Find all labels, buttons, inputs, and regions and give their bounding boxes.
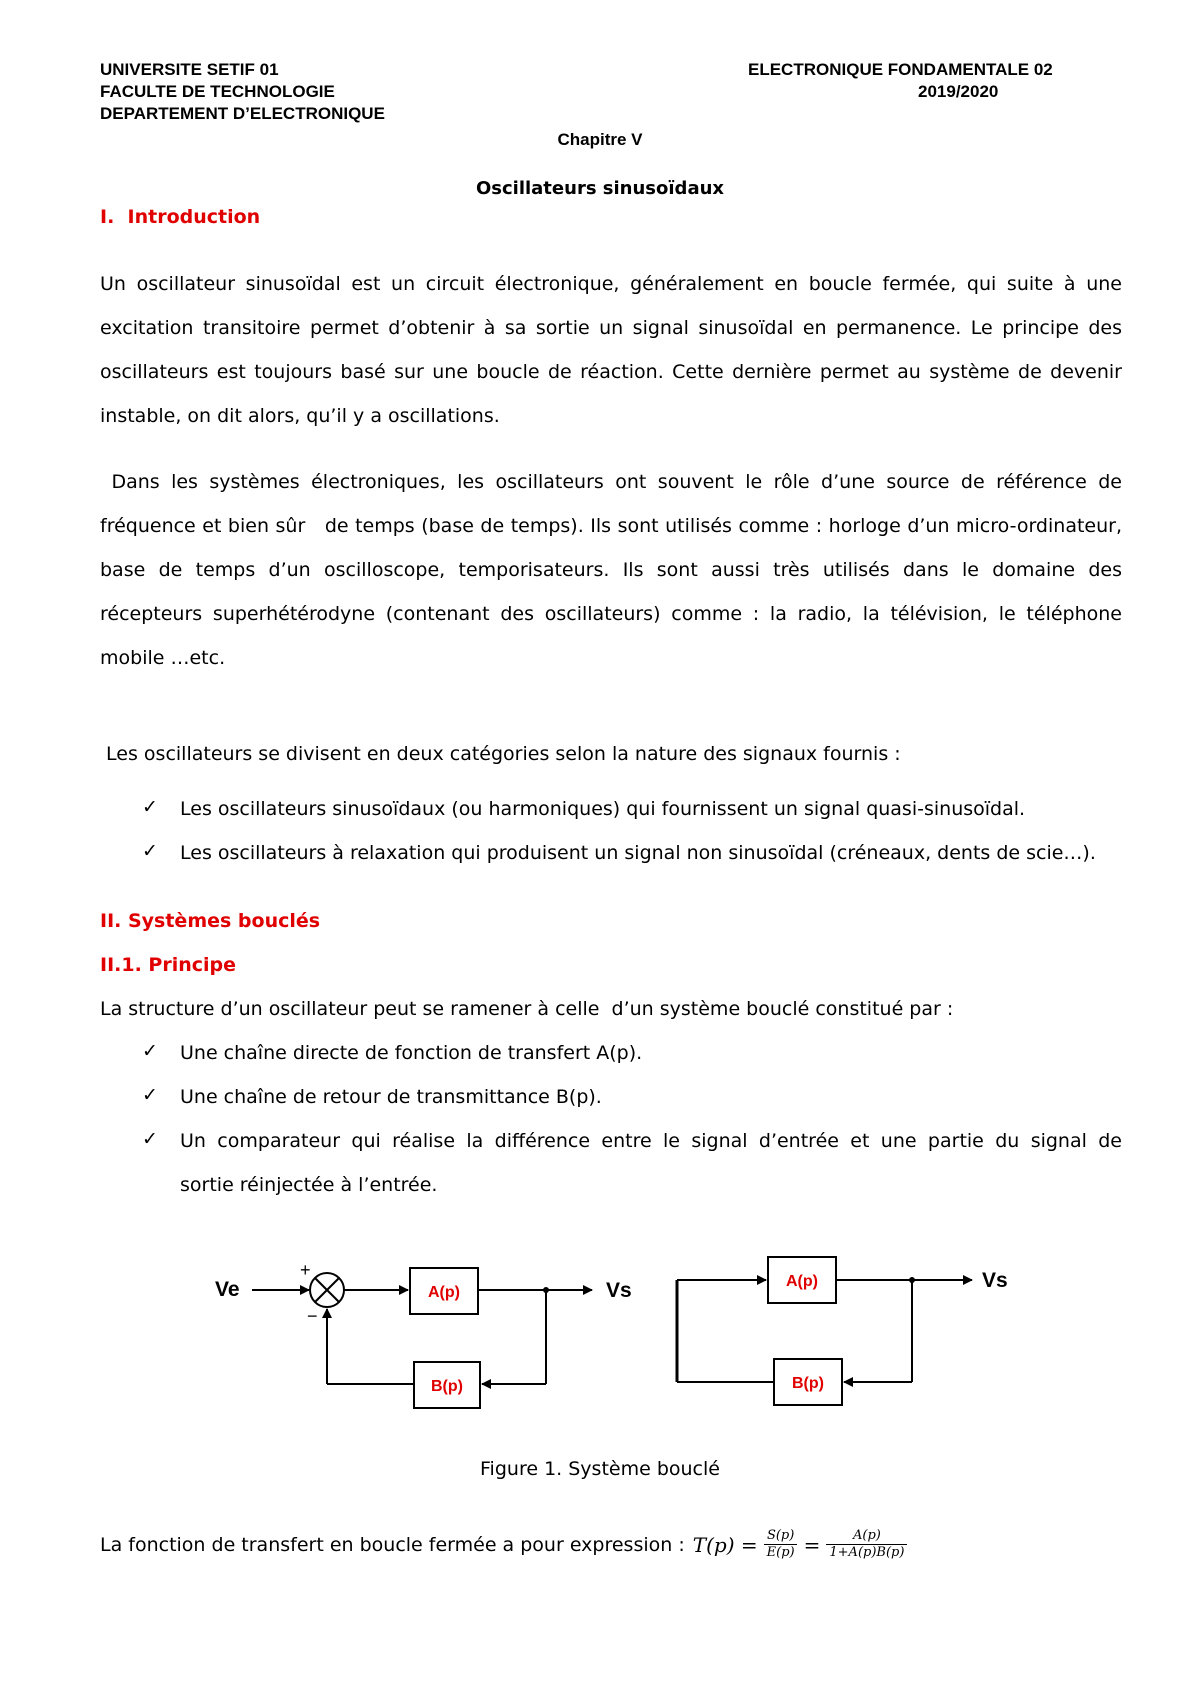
department-name: DEPARTEMENT D’ELECTRONIQUE xyxy=(100,104,385,123)
faculty-name: FACULTE DE TECHNOLOGIE xyxy=(100,82,335,101)
formula-lhs: T(p) = xyxy=(692,1532,758,1557)
section-heading-systemes-boucles: II. Systèmes bouclés xyxy=(100,910,321,932)
plus-sign: + xyxy=(300,1260,311,1280)
fraction-numerator: S(p) xyxy=(764,1528,797,1545)
list-item: Un comparateur qui réalise la différence entre le signal d’entrée et une partie du signal de xyxy=(180,1130,1122,1152)
section-heading-introduction: I. Introduction xyxy=(100,206,261,228)
subsection-heading-principe: II.1. Principe xyxy=(100,954,237,976)
chapter-label: Chapitre V xyxy=(557,130,643,149)
list-item: Une chaîne directe de fonction de transfert A(p). xyxy=(180,1042,643,1064)
ve-label: Ve xyxy=(215,1278,240,1301)
comparator-icon xyxy=(310,1273,344,1307)
page-title: Oscillateurs sinusoïdaux xyxy=(475,178,725,199)
figure-caption: Figure 1. Système bouclé xyxy=(480,1458,720,1480)
formula-equals: = xyxy=(803,1532,821,1557)
b-block-label: B(p) xyxy=(792,1375,824,1392)
b-block-label: B(p) xyxy=(431,1378,463,1395)
fraction-closed-loop xyxy=(826,1528,907,1561)
a-block-label: A(p) xyxy=(786,1273,818,1290)
university-name: UNIVERSITE SETIF 01 xyxy=(100,60,279,79)
check-icon: ✓ xyxy=(142,1084,158,1106)
transfer-function-formula xyxy=(100,1528,913,1561)
feedback-block-diagrams xyxy=(0,1240,1200,1440)
fraction-numerator: A(p) xyxy=(826,1528,907,1545)
list-item: Une chaîne de retour de transmittance B(p). xyxy=(180,1086,602,1108)
minus-sign: − xyxy=(307,1306,318,1326)
list-item: Les oscillateurs sinusoïdaux (ou harmoniques) qui fournissent un signal quasi-sinusoïdal. xyxy=(180,798,1026,820)
closed-loop-diagram-left xyxy=(215,1260,632,1408)
check-icon: ✓ xyxy=(142,1040,158,1062)
intro-paragraph-1: Un oscillateur sinusoïdal est un circuit électronique, généralement en boucle fermée, qui suite à une excitation transitoire permet d’obtenir à sa sortie un signal sinusoïdal en permanence. Le principe des oscillateurs est toujours basé sur une boucle de réaction. Cette dernière permet au système de devenir instable, on dit alors, qu’il y a oscillations. xyxy=(100,273,1122,427)
intro-paragraph-3: Les oscillateurs se divisent en deux catégories selon la nature des signaux fournis : xyxy=(100,743,901,765)
vs-label: Vs xyxy=(606,1279,632,1302)
check-icon: ✓ xyxy=(142,796,158,818)
structure-intro: La structure d’un oscillateur peut se ramener à celle d’un système bouclé constitué par : xyxy=(100,998,954,1020)
course-name: ELECTRONIQUE FONDAMENTALE 02 xyxy=(748,60,1053,79)
intro-paragraph-2: Dans les systèmes électroniques, les oscillateurs ont souvent le rôle d’une source de référence de fréquence et bien sûr de temps (base de temps). Ils sont utilisés comme : horloge d’un micro-ordinateur, base de temps d’un oscilloscope, temporisateurs. Ils sont aussi très utilisés dans le domaine des récepteurs superhétérodyne (contenant des oscillateurs) comme : la radio, la télévision, le téléphone mobile …etc. xyxy=(100,471,1135,669)
fraction-s-over-e xyxy=(764,1528,798,1561)
fraction-denominator: E(p) xyxy=(766,1545,795,1560)
closed-loop-diagram-right xyxy=(677,1257,1008,1405)
check-icon: ✓ xyxy=(142,840,158,862)
vs-label: Vs xyxy=(982,1269,1008,1292)
a-block-label: A(p) xyxy=(428,1284,460,1301)
list-item-continuation: sortie réinjectée à l’entrée. xyxy=(180,1174,438,1196)
check-icon: ✓ xyxy=(142,1128,158,1150)
list-item: Les oscillateurs à relaxation qui produisent un signal non sinusoïdal (créneaux, dents de scie…). xyxy=(180,842,1096,864)
fraction-denominator: 1+A(p)B(p) xyxy=(829,1545,905,1560)
formula-prefix: La fonction de transfert en boucle fermée a pour expression : xyxy=(100,1533,691,1556)
academic-year: 2019/2020 xyxy=(918,82,999,101)
